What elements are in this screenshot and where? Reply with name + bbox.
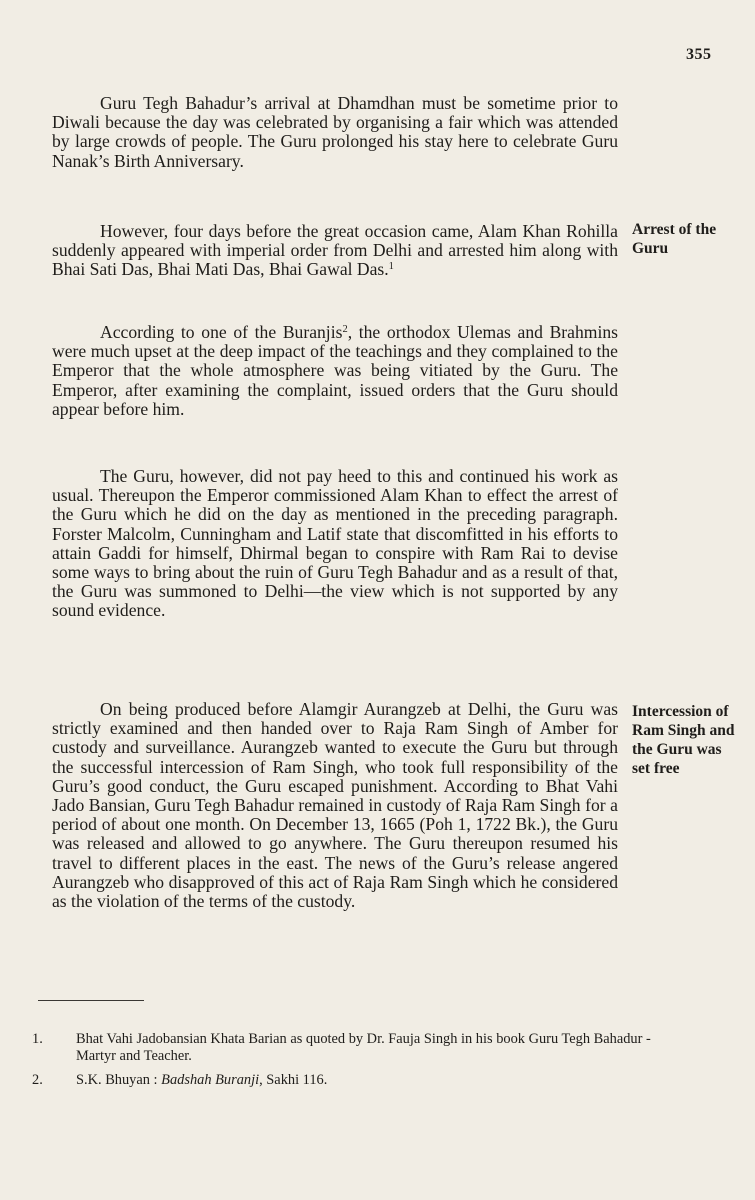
paragraph-dhamdhan-arrival <box>52 94 618 171</box>
footnote-ref-1[interactable]: 1 <box>388 261 394 273</box>
paragraph-intercession <box>52 700 618 911</box>
footnote-1 <box>32 1031 652 1065</box>
sidenote-arrest-of-the-guru: Arrest of the Guru <box>632 221 717 257</box>
footnote-2 <box>32 1072 652 1089</box>
footnote-author: S.K. Bhuyan : <box>76 1072 162 1088</box>
footnote-divider <box>38 1000 144 1001</box>
paragraph-text: On being produced before Alamgir Aurangzeb at Delhi, the Guru was strictly examined and then handed over to Raja Ram Singh of Amber for custody and surveillance. Aurangzeb wanted to execute the Guru but through the successful intercession of Ram Singh, who took full responsibility of the Guru’s good conduct, the Guru escaped punishment. According to Bhat Vahi Jado Bansian, Guru Tegh Bahadur remained in custody of Raja Ram Singh for a period of about one month. On December 13, 1665 (Poh 1, 1722 Bk.), the Guru was released and allowed to go anywhere. The Guru thereupon resumed his travel to different places in the east. The news of the Guru’s release angered Aurangzeb who disapproved of this act of Raja Ram Singh which he considered as the violation of the terms of the custody. <box>52 699 618 912</box>
sidenote-intercession: Intercession of Ram Singh and the Guru was set free <box>632 703 735 777</box>
paragraph-text-continued: , the orthodox Ulemas and Brahmins were much upset at the deep impact of the teachings and they complained to the Emperor that the whole atmosphere was being vitiated by the Guru. The Emperor, after examining the complaint, issued orders that the Guru should appear before him. <box>52 322 618 419</box>
page-number: 355 <box>686 46 712 63</box>
paragraph-text: However, four days before the great occasion came, Alam Khan Rohilla suddenly appeared with imperial order from Delhi and arrested him along with Bhai Sati Das, Bhai Mati Das, Bhai Gawal Das. <box>52 221 618 280</box>
paragraph-text: Guru Tegh Bahadur’s arrival at Dhamdhan must be sometime prior to Diwali because the day was celebrated by organising a fair which was attended by large crowds of people. The Guru prolonged his stay here to celebrate Guru Nanak’s Birth Anniversary. <box>52 93 618 171</box>
footnote-book-title: Badshah Buranji <box>161 1072 260 1088</box>
footnote-number: 1. <box>32 1031 43 1047</box>
paragraph-arrest <box>52 222 618 280</box>
footnote-citation-rest: , Sakhi 116. <box>259 1072 328 1088</box>
paragraph-buranjis <box>52 323 618 419</box>
footnote-text: Bhat Vahi Jadobansian Khata Barian as quoted by Dr. Fauja Singh in his book Guru Tegh Bahadur - Martyr and Teacher. <box>76 1031 651 1064</box>
footnote-number: 2. <box>32 1072 43 1088</box>
footnote-ref-2[interactable]: 2 <box>342 324 348 335</box>
paragraph-summons <box>52 467 618 621</box>
footnote-text <box>76 1072 652 1089</box>
paragraph-text: The Guru, however, did not pay heed to this and continued his work as usual. Thereupon the Emperor commissioned Alam Khan to effect the arrest of the Guru which he did on the day as mentioned in the preceding paragraph. Forster Malcolm, Cunningham and Latif state that discomfitted in his efforts to attain Gaddi for himself, Dhirmal began to conspire with Ram Rai to devise some ways to bring about the ruin of Guru Tegh Bahadur and as a result of that, the Guru was summoned to Delhi—the view which is not supported by any sound evidence. <box>52 466 618 621</box>
paragraph-text: According to one of the Buranjis <box>100 322 343 342</box>
